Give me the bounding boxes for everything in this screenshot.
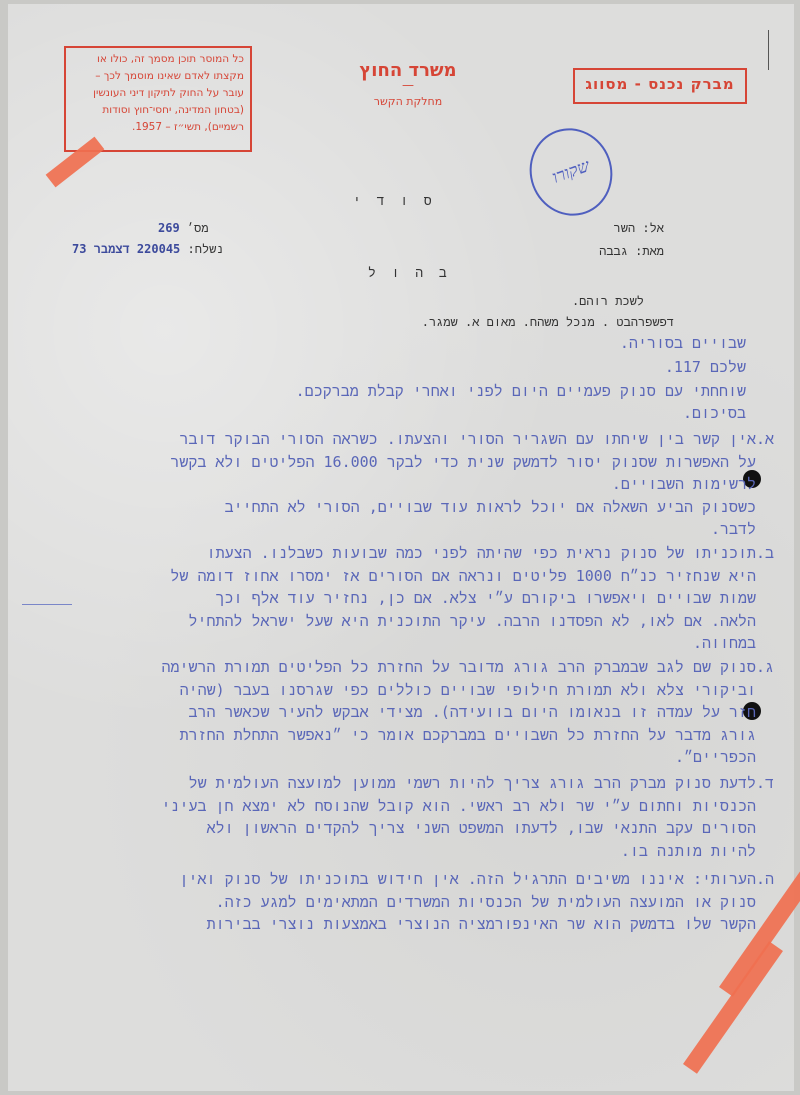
paragraph-line: הכנסיות וחתום ע״י שר ולא רב ראשי. הוא קובל שהנוסח לא ימצא חן בעיני (161, 796, 756, 815)
message-number (158, 221, 209, 236)
sent-value: 220045 דצמבר 73 (72, 242, 181, 256)
document-page (8, 4, 794, 1091)
paragraph-line: על האפשרות שסנוק יסור לדמשק שנית כדי לבקר 16.000 הפליטים ולא בקשר (170, 452, 756, 471)
paragraph-c (116, 656, 774, 769)
paragraph-e (116, 868, 774, 936)
ministry-divider: — (402, 78, 414, 92)
edge-mark (768, 30, 771, 70)
paragraph-line: לרשימות השבויים. (611, 475, 756, 493)
paragraph-marker: ה. (755, 870, 774, 888)
department-name: מחלקת הקשר (373, 95, 443, 108)
paragraph-line: סנוק או המועצה העולמית של הכנסיות המשרדים המתאימים למגע כזה. (215, 892, 756, 911)
intro-line: שוחחתי עם סנוק פעמיים היום לפני ואחרי קבלת מברקכם. (295, 382, 746, 400)
paragraph-line: סנוק שם לגב שבמברק הרב גורג מדובר על החזרת כל הפליטים תמורת הרשימה (161, 658, 756, 676)
paragraph-marker: ד. (755, 774, 774, 792)
classification-box (573, 68, 747, 104)
paragraph-line: תוכניתו של סנוק נראית כפי שהיתה לפני כמה שבועות כשבלנו. הצעתו (206, 544, 756, 562)
reference-line: שלכם 117. (664, 358, 746, 376)
summary-line: בסיכום. (682, 404, 746, 422)
ministry-name: משרד החוץ (359, 60, 457, 81)
paragraph-line: הכפריים״. (674, 748, 756, 766)
paragraph-line: הסורים עקב התנאי שבו, לדעתו המשפט השני צריך להקדים הראשון ולא (206, 819, 756, 837)
paragraph-marker: א. (755, 430, 774, 448)
to-line: אל: השר (613, 221, 664, 235)
paragraph-line: להיות מותנה בו. (620, 841, 756, 860)
margin-line (22, 604, 72, 606)
handwritten-stamp (517, 117, 624, 228)
paragraph-line: אין קשר בין שיחתו עם השגריר הסורי והצעתו. כשראה הסורי הבוקר דובר (179, 430, 756, 448)
paragraph-line: הלאה. אם לאו, לא הפסדנו הרבה. עיקר התוכנית היא שעל ישראל להתחיל (188, 611, 756, 630)
secrecy-label: ס ו ד י (353, 194, 436, 209)
stamp-text: שקורו (549, 156, 593, 188)
number-value: 269 (158, 221, 180, 235)
ministry-header (348, 60, 468, 108)
secrecy-notice-text: כל המוסר תוכן מסמך זה, כולו או מקצתו לאדם שאינו מוסמך לכך – עובר על החוק לתיקון דיני העונשין (בטחון המדינה, יחסי־חוץ וסודות רשמיים), תשי״ז – 1957. (93, 53, 244, 133)
number-label: מס׳ (186, 221, 209, 235)
secrecy-notice-box (64, 46, 252, 152)
paragraph-d (116, 772, 774, 862)
paragraph-line: לדבר. (710, 520, 756, 538)
from-line: מאת: גבבה (599, 244, 664, 258)
paragraph-line: גורג מדבר על החזרת כל השבויים במברקכם אומר כי ״נאפשר התחלת החזרת (179, 725, 756, 744)
paragraph-line: הערותי: איננו משיבים התרגיל הזה. אין חידוש בתוכניתו של סנוק ואין (179, 870, 756, 888)
paragraph-line: וביקורי צלא ולא תמורת חילופי שבויים כוללים כפי שגרסנו בעבר (שהיה (179, 680, 756, 699)
subject-line: שבויים בסוריה. (619, 334, 746, 352)
paragraph-b (116, 542, 774, 655)
urgency-label: ב ה ו ל (368, 266, 451, 281)
sent-line (72, 242, 224, 257)
paragraph-line: היא שנחזיר כנ״ח 1000 פליטים ונראה אם הסורים אז ימסרו אחוז דומה של (170, 566, 756, 585)
paragraph-line: שמות שבויים ויאפשרו ביקורם ע״י צלא. אם כן, נחזיר עוד אלף וכך (215, 589, 756, 607)
paragraph-line: הקשר שלו בדמשק הוא שר האינפורמציה הנוצרי באמצעות נוצרי בבירות (206, 915, 756, 933)
tape-strip-bottom-right-2 (683, 941, 783, 1074)
cc-line-1: לשכת רוהם. (571, 294, 644, 308)
paragraph-marker: ג. (755, 658, 774, 676)
paragraph-marker: ב. (755, 544, 774, 562)
classification-label: מברק נכנס - מסווג (585, 75, 735, 93)
message-body (88, 332, 774, 952)
paragraph-line: כשסנוק הביע השאלה אם יוכל לראות עוד שבויים, הסורי לא התחייב (224, 497, 756, 516)
sent-label: נשלח: (187, 242, 224, 256)
paragraph-line: במחווה. (692, 634, 756, 652)
paragraph-a (116, 428, 774, 541)
cc-line-2: דפשפרהבט . מנכל משהח. מאום א. שמגר. (421, 315, 674, 329)
paragraph-line: לדעת סנוק מברק הרב גורג צריך להיות רשמי ממוען למועצה העולמית של (188, 774, 756, 792)
paragraph-line: חזר על עמדה זו בנאומו היום בוועידה). מצידי אבקש להעיר שכאשר הרב (188, 703, 756, 721)
